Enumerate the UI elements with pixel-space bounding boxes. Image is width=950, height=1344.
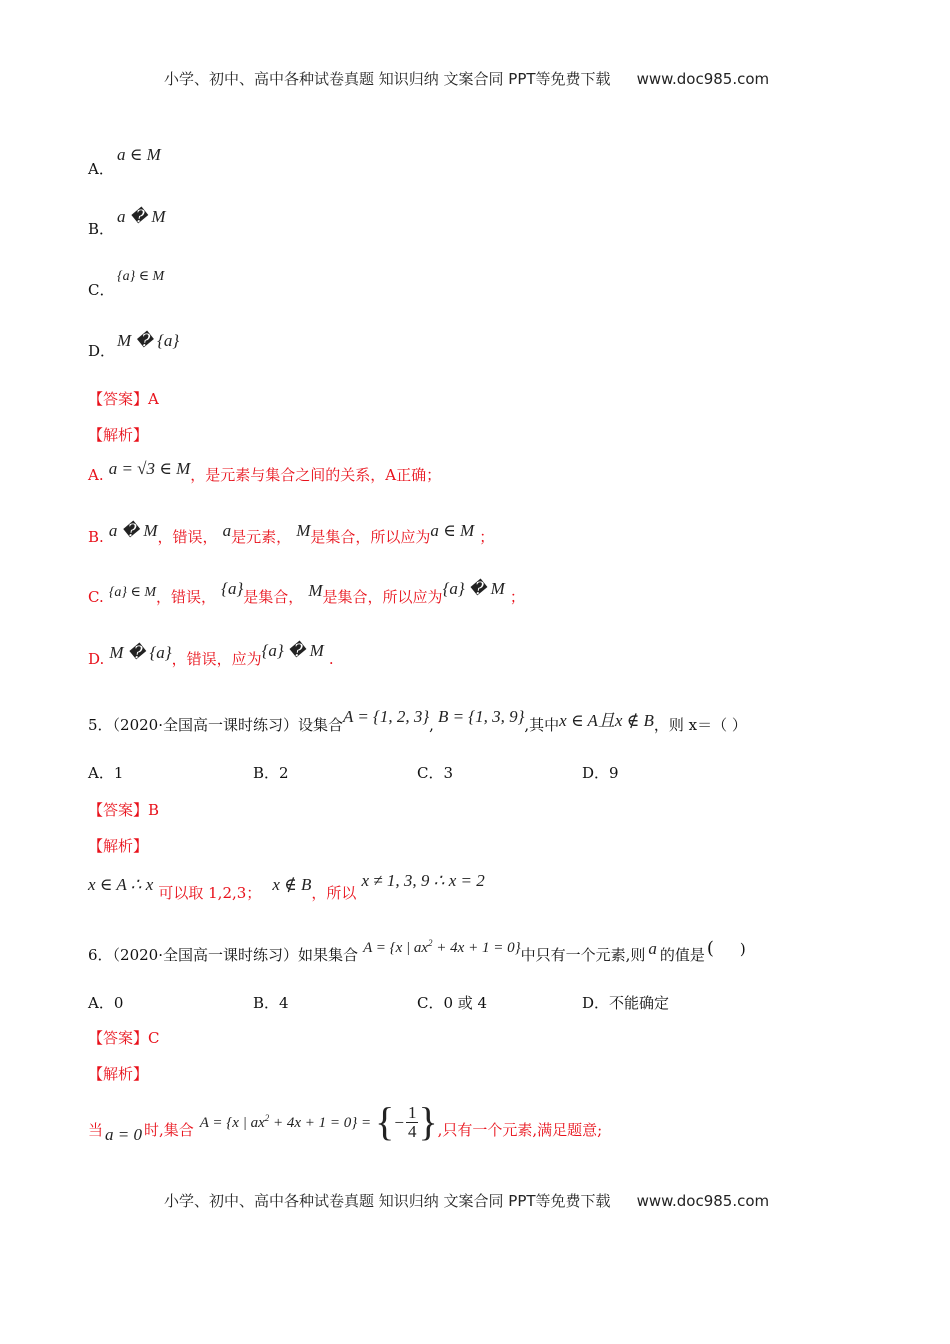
q6-analysis-result	[375, 1099, 438, 1144]
q6-stem-prefix: 6．（2020·全国高一课时练习）如果集合	[88, 946, 358, 964]
analysis-d-text1: ，错误，应为	[171, 650, 262, 668]
analysis-d-prefix: D.	[88, 650, 105, 668]
q4-analysis-label: 【解析】	[88, 426, 149, 444]
q5-set-a: A = {1, 2, 3}	[343, 707, 430, 726]
analysis-a-math: a = √3 ∈ M	[108, 459, 191, 478]
analysis-b-math2: a	[222, 521, 232, 540]
header-url[interactable]: www.doc985.com	[636, 70, 770, 88]
q6-option-b: B．4	[253, 994, 289, 1012]
q6-stem	[88, 938, 746, 964]
q6-fraction	[406, 1104, 419, 1141]
q6-analysis-label: 【解析】	[88, 1065, 149, 1083]
analysis-b-prefix: B.	[88, 528, 104, 546]
q4-answer: 【答案】A	[88, 390, 159, 408]
analysis-b-text3: 是集合，所以应为	[310, 528, 431, 546]
q6-analysis-set-post: + 4x + 1 = 0} =	[269, 1114, 372, 1131]
page-header	[164, 72, 769, 87]
q6-analysis-text1: 时,集合	[144, 1120, 194, 1139]
analysis-c-text3: 是集合，所以应为	[322, 588, 443, 606]
q6-set-a	[363, 940, 520, 956]
analysis-c-math3: M	[308, 581, 323, 600]
analysis-c-prefix: C.	[88, 588, 104, 606]
q6-analysis-math0: a = 0	[105, 1124, 142, 1144]
q6-analysis-text2: ,只有一个元素,满足题意;	[437, 1120, 603, 1139]
q6-set-a-pre: A = {x | ax	[363, 940, 429, 956]
q6-analysis-text0: 当	[88, 1120, 104, 1139]
option-b-label: B．	[88, 220, 115, 238]
q5-set-b: B = {1, 3, 9}	[437, 707, 525, 726]
analysis-b-math4: a ∈ M	[430, 521, 475, 540]
q6-fraction-num: 1	[407, 1102, 417, 1122]
q5-text2: ，则 x＝（ ）	[653, 716, 747, 734]
q6-paren-close: )	[739, 940, 746, 958]
q5-analysis-text2: ，所以	[311, 884, 357, 902]
analysis-a-text: ，是元素与集合之间的关系，A正确；	[190, 466, 442, 484]
q6-set-a-sup: 2	[428, 938, 433, 948]
q6-analysis-set-sup: 2	[264, 1112, 270, 1123]
analysis-b-text4: ；	[479, 528, 495, 546]
footer-text: 小学、初中、高中各种试卷真题 知识归纳 文案合同 PPT等免费下载	[164, 1192, 611, 1210]
analysis-c-text1: ，错误，	[156, 588, 217, 606]
q6-option-c: C．0 或 4	[417, 994, 488, 1012]
q5-option-d: D．9	[582, 764, 619, 782]
q6-brace-right: }	[418, 1099, 438, 1144]
analysis-b-text2: 是元素，	[231, 528, 292, 546]
q5-text1: ,其中	[524, 716, 560, 734]
q5-analysis-text1: 可以取 1,2,3；	[158, 884, 262, 902]
q6-answer: 【答案】C	[88, 1029, 160, 1047]
analysis-b-math3: M	[296, 521, 311, 540]
q5-option-b: B．2	[253, 764, 289, 782]
q5-option-c: C．3	[417, 764, 454, 782]
option-b-math: a � M	[117, 207, 166, 226]
q5-stem	[88, 707, 747, 734]
q6-option-a: A．0	[88, 994, 124, 1012]
q6-option-d: D．不能确定	[582, 994, 670, 1012]
q5-comma: ,	[429, 716, 434, 734]
q4-analysis-d	[88, 641, 334, 668]
q4-analysis-a	[88, 459, 442, 484]
option-a-math: a ∈ M	[117, 145, 161, 164]
q5-option-a: A．1	[88, 764, 124, 782]
analysis-c-text2: 是集合，	[243, 588, 304, 606]
analysis-c-math4: {a} � M	[442, 579, 505, 598]
q4-analysis-b	[88, 521, 495, 546]
q6-set-a-post: + 4x + 1 = 0}	[432, 940, 521, 956]
q6-analysis	[88, 1099, 603, 1144]
q6-text1: 中只有一个元素,则	[520, 946, 646, 964]
q5-analysis-math2: x ∉ B	[272, 875, 312, 894]
q6-paren-open: (	[706, 938, 714, 959]
q6-fraction-den: 4	[407, 1121, 417, 1141]
option-d-label: D．	[88, 342, 116, 360]
q5-analysis	[88, 871, 485, 902]
q5-analysis-math1: x ∈ A ∴ x	[88, 875, 154, 894]
header-text: 小学、初中、高中各种试卷真题 知识归纳 文案合同 PPT等免费下载	[164, 70, 611, 88]
option-c-label: C．	[88, 281, 115, 299]
option-d-math: M � {a}	[117, 331, 180, 350]
q5-analysis-label: 【解析】	[88, 837, 149, 855]
analysis-c-math1: {a} ∈ M	[108, 585, 157, 600]
q6-minus: −	[394, 1112, 404, 1132]
analysis-d-math1: M � {a}	[109, 643, 172, 662]
q5-stem-prefix: 5．（2020·全国高一课时练习）设集合	[88, 716, 343, 734]
q5-answer: 【答案】B	[88, 801, 160, 819]
q6-text2: 的值是	[659, 946, 705, 964]
q5-analysis-math3: x ≠ 1, 3, 9 ∴ x = 2	[361, 871, 485, 890]
analysis-c-text4: ；	[509, 588, 525, 606]
page-footer	[164, 1194, 769, 1209]
analysis-a-prefix: A.	[88, 466, 104, 484]
footer-url[interactable]: www.doc985.com	[636, 1192, 770, 1210]
q6-analysis-set	[200, 1114, 371, 1131]
option-a-label: A．	[88, 160, 114, 178]
analysis-d-math2: {a} � M	[261, 641, 324, 660]
analysis-d-text2: .	[328, 650, 334, 668]
q6-analysis-set-pre: A = {x | ax	[199, 1114, 265, 1131]
q5-condition: x ∈ A且x ∉ B	[559, 711, 654, 730]
q6-brace-left: {	[375, 1099, 395, 1144]
analysis-b-text1: ，错误，	[157, 528, 218, 546]
q4-analysis-c	[88, 579, 525, 606]
analysis-c-math2: {a}	[221, 579, 244, 598]
option-c-math: {a} ∈ M	[117, 269, 165, 284]
analysis-b-math1: a � M	[108, 521, 158, 540]
q6-var-a: a	[648, 939, 657, 958]
